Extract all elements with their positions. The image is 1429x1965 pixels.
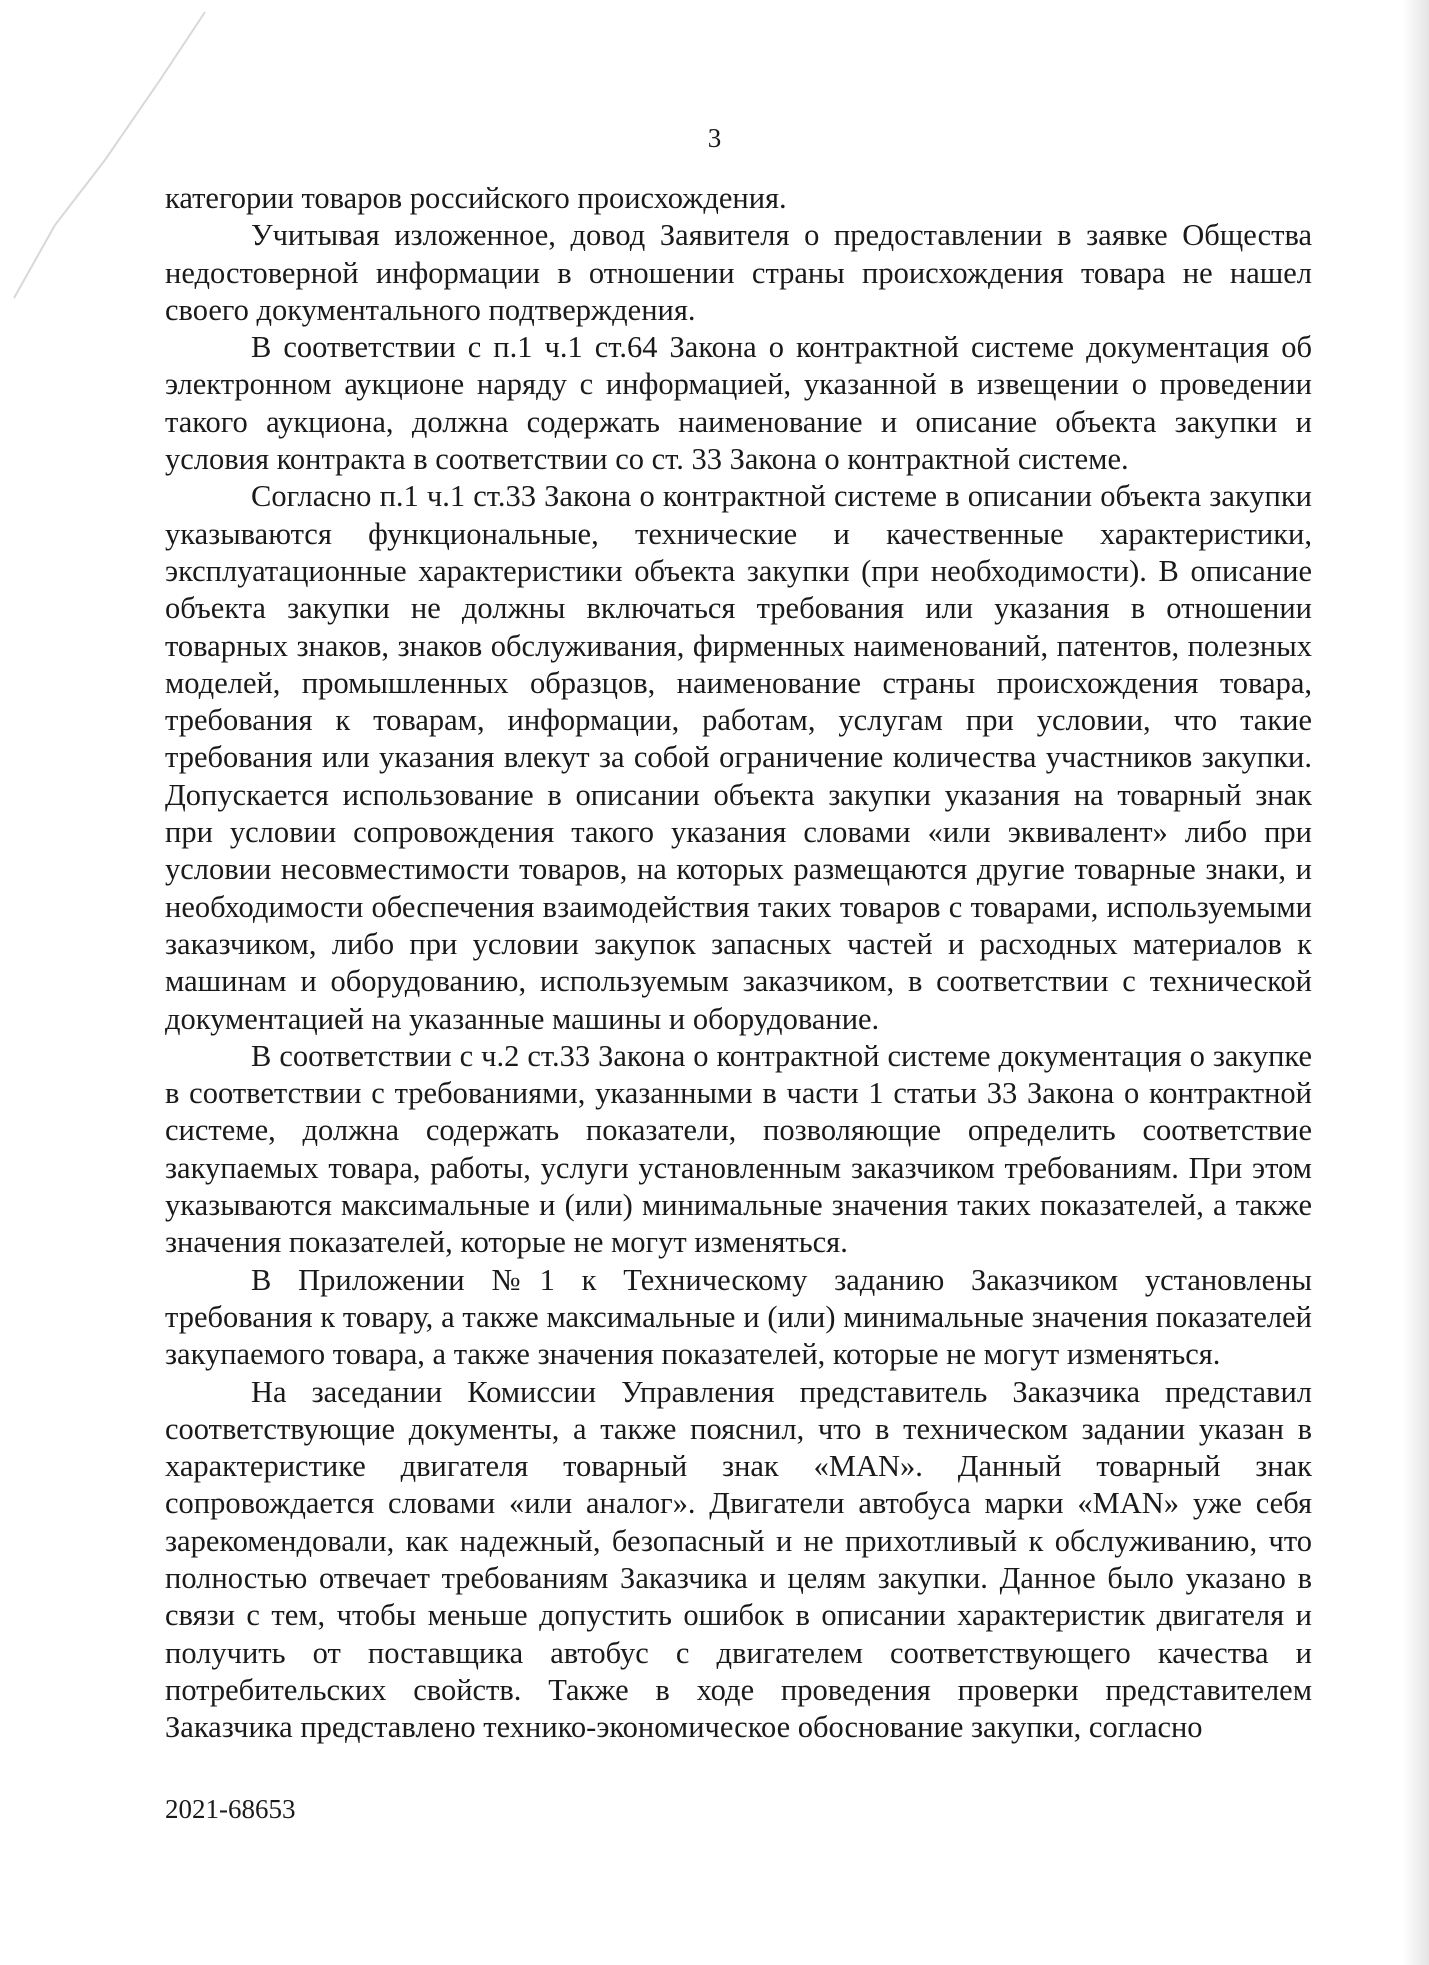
paragraph-6: В Приложении №1 к Техническому заданию Заказчиком установлены требования к товару, а также максимальные и (или) минимальные значения показателей закупаемого товара, а также значения показателей, которые не могут изменяться. [165, 1262, 1312, 1372]
paragraph-4: Согласно п.1 ч.1 ст.33 Закона о контрактной системе в описании объекта закупки указываются функциональные, технические и качественные характеристики, эксплуатационные характеристики объекта закупки (при необходимости). В описание объекта закупки не должны включаться требования или указания в отношении товарных знаков, знаков обслуживания, фирменных наименований, патентов, полезных моделей, промышленных образцов, наименование страны происхождения товара, требования к товарам, информации, работам, услугам при условии, что такие требования или указания влекут за собой ограничение количества участников закупки. Допускается использование в описании объекта закупки указания на товарный знак при условии сопровождения такого указания словами «или эквивалент» либо при условии несовместимости товаров, на которых размещаются другие товарные знаки, и необходимости обеспечения взаимодействия таких товаров с товарами, используемыми заказчиком, либо при условии закупок запасных частей и расходных материалов к машинам и оборудованию, используемым заказчиком, в соответствии с технической документацией на указанные машины и оборудование. [165, 479, 1312, 1036]
paragraph-3: В соответствии с п.1 ч.1 ст.64 Закона о контрактной системе документация об электронном аукционе наряду с информацией, указанной в извещении о проведении такого аукциона, должна содержать наименование и описание объекта закупки и условия контракта в соответствии со ст. 33 Закона о контрактной системе. [165, 330, 1312, 477]
paragraph-2: Учитывая изложенное, довод Заявителя о предоставлении в заявке Общества недостоверной информации в отношении страны происхождения товара не нашел своего документального подтверждения. [165, 218, 1312, 327]
page-number: 3 [707, 123, 722, 153]
paragraph-7: На заседании Комиссии Управления представитель Заказчика представил соответствующие документы, а также пояснил, что в техническом задании указан в характеристике двигателя товарный знак «MAN». Данный товарный знак сопровождается словами «или аналог». Двигатели автобуса марки «MAN» уже себя зарекомендовали, как надежный, безопасный и не прихотливый к обслуживанию, что полностью отвечает требованиям Заказчика и целям закупки. Данное было указано в связи с тем, чтобы меньше допустить ошибок в описании характеристик двигателя и получить от поставщика автобус с двигателем соответствующего качества и потребительских свойств. Также в ходе проведения проверки представителем Заказчика представлено технико-экономическое обоснование закупки, согласно [165, 1374, 1312, 1745]
paragraph-5: В соответствии с ч.2 ст.33 Закона о контрактной системе документация о закупке в соответствии с требованиями, указанными в части 1 статьи 33 Закона о контрактной системе, должна содержать показатели, позволяющие определить соответствие закупаемых товара, работы, услуги установленным заказчиком требованиям. При этом указываются максимальные и (или) минимальные значения таких показателей, а также значения показателей, которые не могут изменяться. [165, 1038, 1312, 1260]
document-code: 2021-68653 [165, 1794, 296, 1824]
document-body [165, 180, 1312, 1746]
scan-edge-shadow [1403, 0, 1429, 1965]
paragraph-1: категории товаров российского происхождения. [165, 181, 787, 215]
